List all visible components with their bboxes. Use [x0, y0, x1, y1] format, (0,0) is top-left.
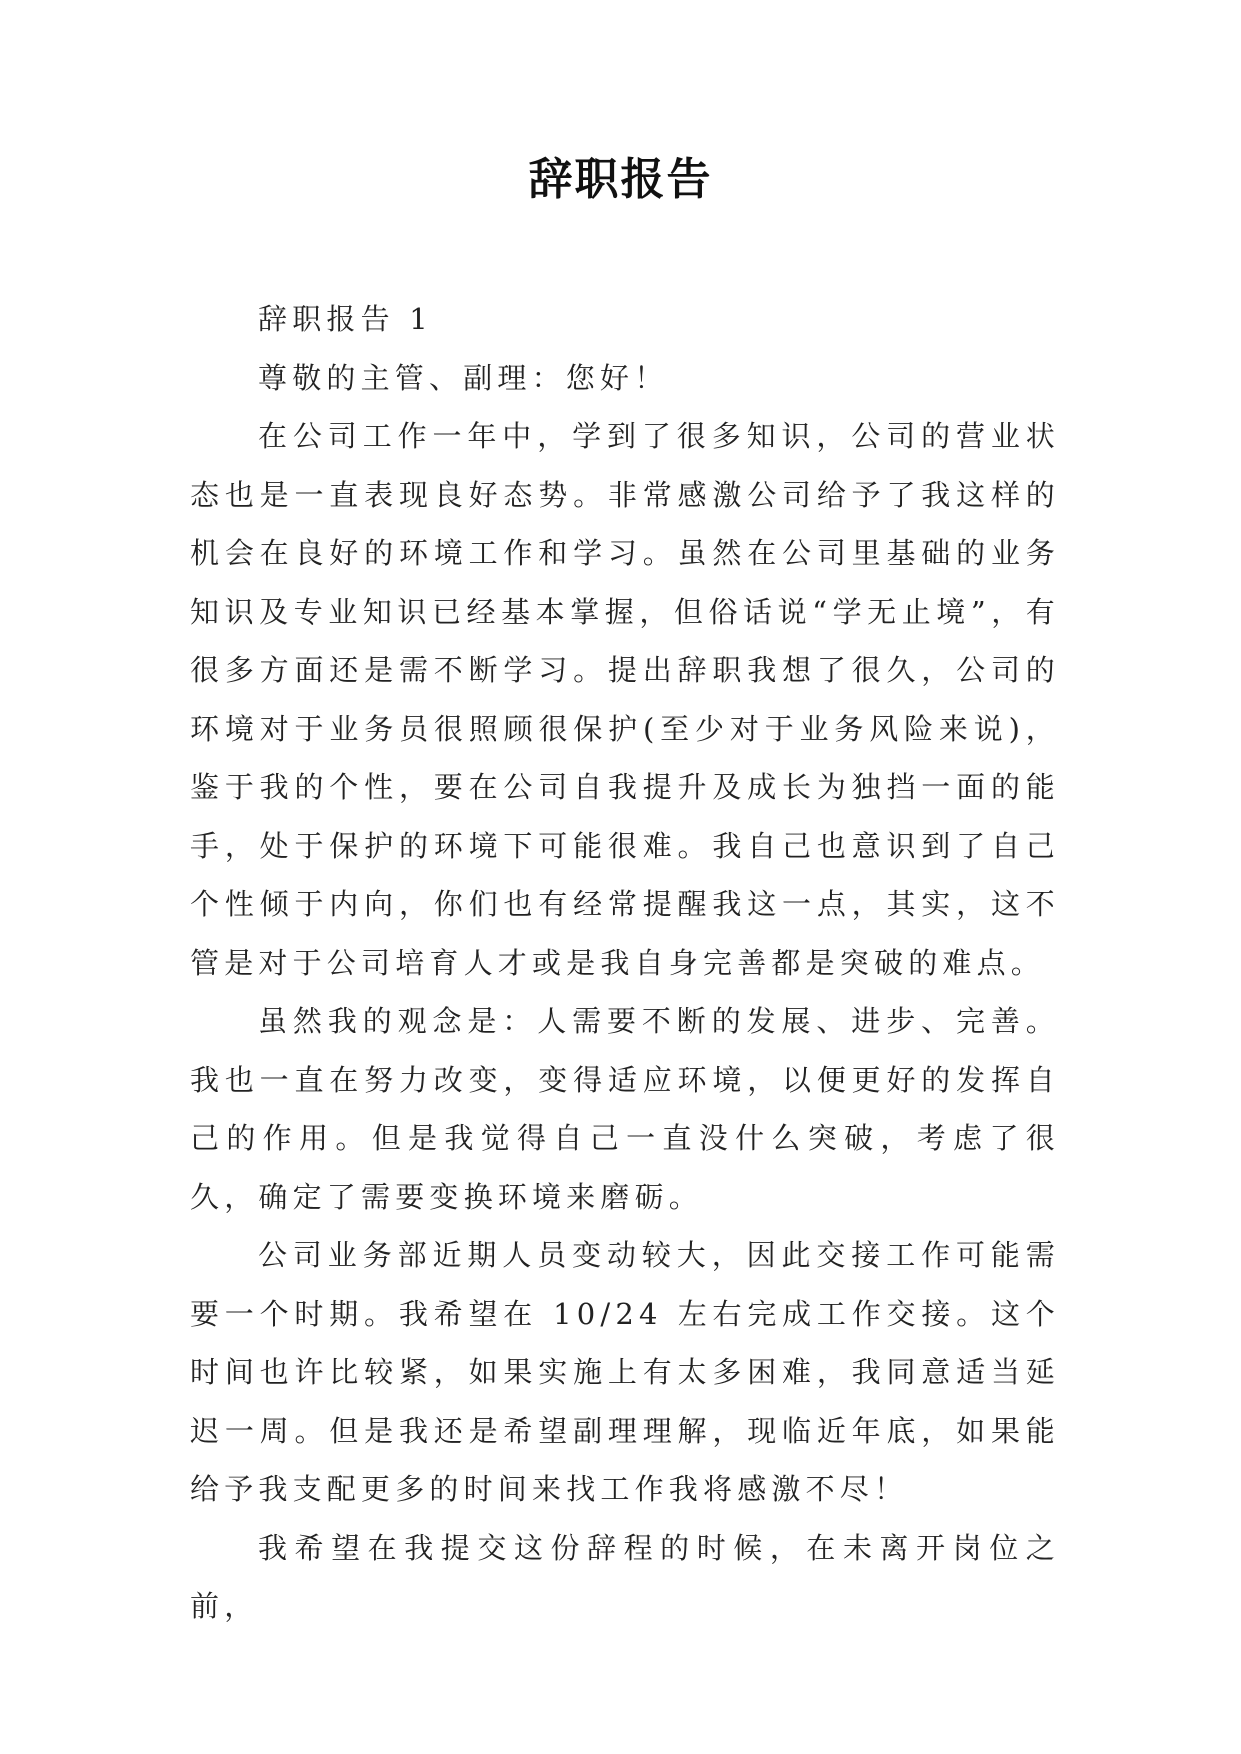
- document-title: 辞职报告: [528, 154, 713, 205]
- salutation: 尊敬的主管、副理：您好！: [258, 360, 669, 395]
- body-paragraph-1: 在公司工作一年中，学到了很多知识，公司的营业状态也是一直表现良好态势。非常感激公司给予了我这样的机会在良好的环境工作和学习。虽然在公司里基础的业务知识及专业知识已经基本掌握，但俗话说“学无止境”，有很多方面还是需不断学习。提出辞职我想了很久，公司的环境对于业务员很照顾很保护(至少对于业务风险来说)，鉴于我的个性，要在公司自我提升及成长为独挡一面的能手，处于保护的环境下可能很难。我自己也意识到了自己个性倾于内向，你们也有经常提醒我这一点，其实，这不管是对于公司培育人才或是我自身完善都是突破的难点。: [190, 419, 1060, 980]
- body-paragraph-4: 我希望在我提交这份辞程的时候，在未离开岗位之前，: [190, 1530, 1060, 1623]
- document-body: [190, 290, 1060, 1636]
- body-paragraph-3: 公司业务部近期人员变动较大，因此交接工作可能需要一个时期。我希望在 10/24 左右完成工作交接。这个时间也许比较紧，如果实施上有太多困难，我同意适当延迟一周。但是我还是希望副理理解，现临近年底，如果能给予我支配更多的时间来找工作我将感激不尽！: [190, 1238, 1060, 1506]
- body-paragraph-2: 虽然我的观念是：人需要不断的发展、进步、完善。我也一直在努力改变，变得适应环境，以便更好的发挥自己的作用。但是我觉得自己一直没什么突破，考虑了很久，确定了需要变换环境来磨砺。: [190, 1004, 1060, 1214]
- section-heading: 辞职报告 1: [258, 302, 433, 336]
